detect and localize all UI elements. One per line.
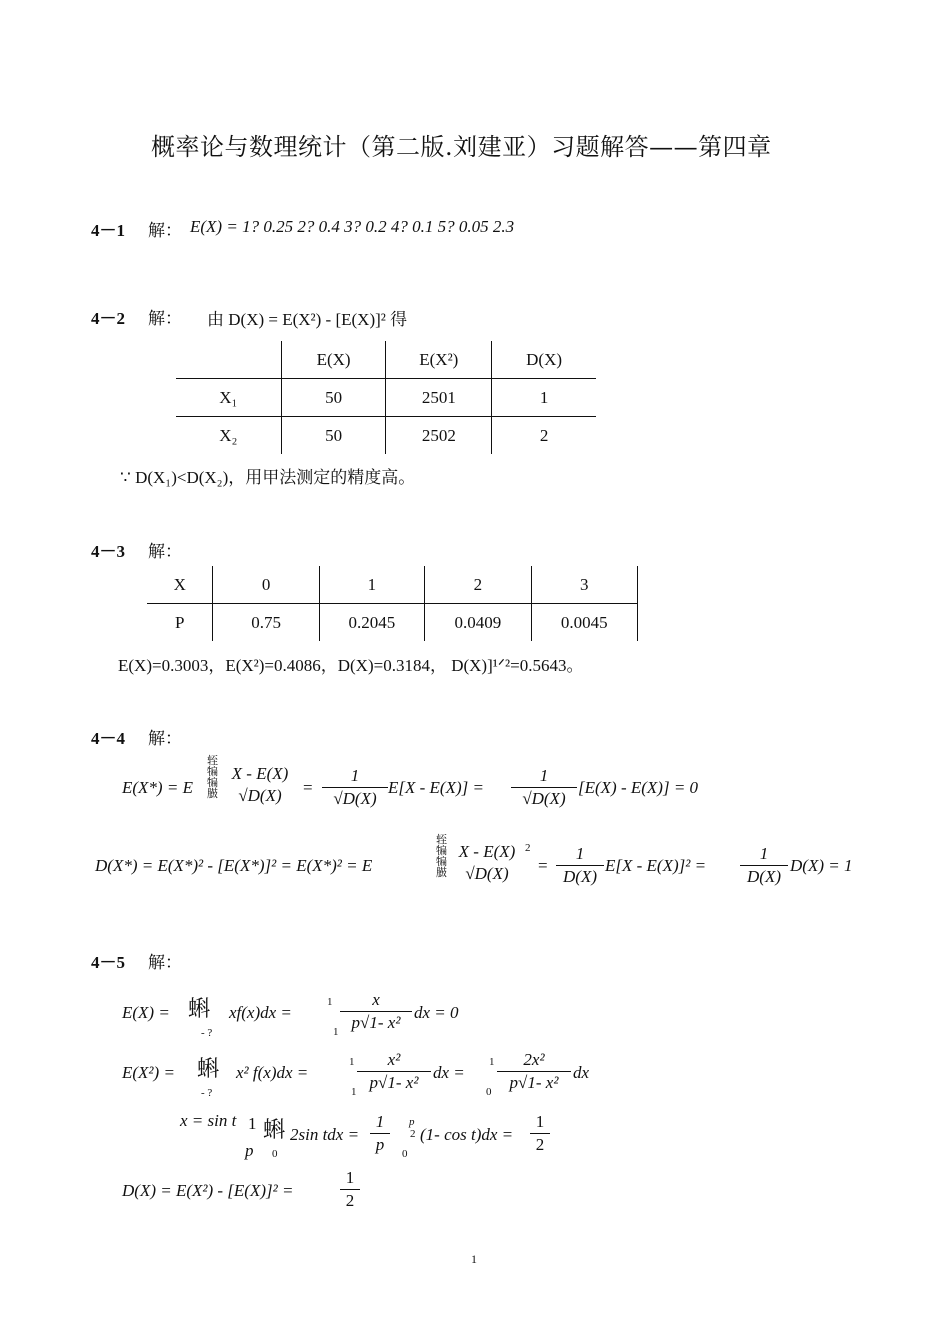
fraction-denominator: √D(X) — [522, 789, 566, 808]
problem-4-2-expression: 由 D(X) = E(X²) - [E(X)]² 得 — [207, 310, 408, 329]
table-cell: 50 — [281, 379, 386, 417]
table-cell: 0 — [213, 566, 319, 604]
problem-4-4-label: 解： — [148, 729, 182, 749]
fraction-denominator: √D(X) — [465, 864, 509, 883]
table-header-row — [176, 341, 596, 379]
substitution: x = sin t — [180, 1111, 237, 1130]
table-cell: 2501 — [386, 379, 492, 417]
fraction-numerator: 1 — [740, 844, 788, 866]
equals-sign: = — [303, 778, 313, 797]
integral-upper-bound-5: 2 — [410, 1128, 416, 1140]
page-number: 1 — [471, 1252, 477, 1266]
fraction-numerator: 1 — [530, 1112, 550, 1134]
table-cell: X — [147, 566, 213, 604]
variance-lhs: D(X*) = E(X*)² - [E(X*)]² = E(X*)² = E — [95, 856, 373, 875]
problem-4-3-label: 解： — [148, 542, 182, 562]
expectation-middle: E[X - E(X)] = — [388, 778, 484, 797]
fraction-numerator: 2x² — [497, 1050, 571, 1072]
distribution-table — [147, 566, 638, 641]
standardized-fraction — [224, 764, 296, 806]
problem-4-4-number: 4－4 — [91, 729, 125, 748]
fraction-numerator: x² — [357, 1050, 431, 1072]
integral-sign-icon: 蝌 — [188, 997, 211, 1022]
page-title: 概率论与数理统计（第二版.刘建亚）习题解答——第四章 — [151, 133, 772, 161]
problem-4-5-number: 4－5 — [91, 953, 125, 972]
table-cell: 0.2045 — [319, 604, 424, 642]
mean-lhs: E(X) = — [122, 1003, 170, 1022]
cosine-integrand: (1- cos t)dx = — [420, 1125, 514, 1144]
second-moment-fraction — [357, 1050, 431, 1093]
table-cell: 3 — [531, 566, 637, 604]
problem-4-1-expression: E(X) = 1? 0.25 2? 0.4 3? 0.2 4? 0.1 5? 0.05 2.3 — [190, 217, 515, 236]
table-cell: 0.0409 — [425, 604, 531, 642]
fraction-denominator: 2 — [345, 1191, 355, 1210]
inverse-variance-fraction — [556, 844, 604, 887]
fraction-numerator: x — [340, 990, 412, 1012]
table-row — [176, 379, 596, 417]
table-cell: 2502 — [386, 417, 492, 455]
variance-middle: E[X - E(X)]² = — [605, 856, 707, 875]
table-cell: 50 — [281, 417, 386, 455]
problem-4-2-label: 解： — [148, 309, 182, 329]
integral-upper-bound: 1 — [327, 996, 333, 1008]
fraction-numerator: 1 — [511, 766, 577, 788]
fraction-denominator: p√1- x² — [351, 1013, 401, 1032]
mean-integrand: xf(x)dx = — [229, 1003, 292, 1022]
second-moment-middle: dx = — [433, 1063, 465, 1082]
one-over-p-fraction — [370, 1112, 390, 1155]
expectation-end: [E(X) - E(X)] = 0 — [578, 778, 699, 797]
bracket-glyph: 轾犏犏臌 — [207, 755, 218, 800]
half-fraction — [530, 1112, 550, 1155]
table-row — [147, 604, 638, 642]
substitution-p: p — [245, 1141, 254, 1160]
integral-upper-bound-3: 1 — [489, 1056, 495, 1068]
problem-4-2-number: 4－2 — [91, 309, 125, 328]
integral-lower-bound: - ? — [201, 1027, 213, 1039]
integral-upper-bound-2: 1 — [349, 1056, 355, 1068]
table-cell: 2 — [539, 425, 549, 445]
second-moment-integrand: x² f(x)dx = — [236, 1063, 309, 1082]
table-header-cell: E(X) — [281, 341, 386, 379]
fraction-numerator: 1 — [556, 844, 604, 866]
integral-lower-bound-3: - ? — [201, 1087, 213, 1099]
table-header-cell — [176, 341, 281, 379]
integral-lower-bound-6: 0 — [272, 1148, 278, 1160]
mean-fraction — [340, 990, 412, 1033]
table-cell: X₂ — [176, 417, 281, 455]
expectation-lhs: E(X*) = E — [122, 778, 193, 797]
table-cell: 1 — [492, 379, 596, 417]
fraction-denominator: p — [375, 1135, 385, 1154]
fraction-denominator: √D(X) — [238, 786, 282, 805]
integral-lower-bound-7: 0 — [402, 1148, 408, 1160]
second-moment-end: dx — [573, 1063, 590, 1082]
sine-integrand: 2sin tdx = — [290, 1125, 360, 1144]
fraction-numerator: X - E(X) — [231, 764, 289, 783]
fraction-denominator: p√1- x² — [509, 1073, 559, 1092]
table-cell: 1 — [319, 566, 424, 604]
integral-sign-icon-3: 蝌 — [263, 1118, 286, 1143]
inverse-sd-fraction — [322, 766, 388, 809]
table-cell: 2 — [425, 566, 531, 604]
bracket-glyph-2: 轾犏犏臌 — [436, 834, 447, 879]
fraction-denominator: 2 — [535, 1135, 545, 1154]
problem-4-1-label: 解： — [148, 221, 182, 241]
table-header-cell: E(X²) — [386, 341, 492, 379]
second-moment-lhs: E(X²) = — [122, 1063, 175, 1082]
table-row — [147, 566, 638, 604]
fraction-numerator: 1 — [322, 766, 388, 788]
table-row — [176, 417, 596, 455]
integral-lower-bound-2: 1 — [333, 1026, 339, 1038]
variance-comparison-table — [176, 341, 596, 454]
problem-4-3-result: E(X)=0.3003，E(X²)=0.4086，D(X)=0.3184， D(X)]¹ᐟ²=0.5643。 — [118, 656, 584, 675]
substitution-one: 1 — [248, 1114, 257, 1133]
inverse-sd-fraction-2 — [511, 766, 577, 809]
fraction-denominator: √D(X) — [333, 789, 377, 808]
inverse-variance-fraction-2 — [740, 844, 788, 887]
table-cell: 0.75 — [213, 604, 319, 642]
table-cell: 0.0045 — [531, 604, 637, 642]
mean-end: dx = 0 — [414, 1003, 459, 1022]
table-cell: P — [147, 604, 213, 642]
fraction-numerator: 1 — [370, 1112, 390, 1134]
problem-4-3-number: 4－3 — [91, 542, 125, 561]
problem-4-1-number: 4－1 — [91, 221, 125, 240]
second-moment-fraction-2 — [497, 1050, 571, 1093]
problem-4-5-label: 解： — [148, 953, 182, 973]
integral-lower-bound-5: 0 — [486, 1086, 492, 1098]
equals-sign-2: = — [538, 856, 548, 875]
integral-lower-bound-4: 1 — [351, 1086, 357, 1098]
integral-upper-bound-4: p — [409, 1116, 415, 1128]
integral-sign-icon-2: 蝌 — [197, 1057, 220, 1082]
fraction-denominator: D(X) — [563, 867, 597, 886]
fraction-numerator: 1 — [340, 1168, 360, 1190]
variance-result-lhs: D(X) = E(X²) - [E(X)]² = — [122, 1181, 294, 1200]
fraction-denominator: D(X) — [747, 867, 781, 886]
table-header-cell: D(X) — [492, 341, 596, 379]
fraction-numerator: X - E(X) — [458, 842, 516, 861]
half-fraction-2 — [340, 1168, 360, 1211]
variance-end: D(X) = 1 — [790, 856, 853, 875]
table-cell: X₁ — [176, 379, 281, 417]
standardized-fraction-2 — [451, 842, 523, 884]
square-exponent: 2 — [525, 842, 531, 854]
fraction-denominator: p√1- x² — [369, 1073, 419, 1092]
problem-4-2-conclusion: ∵ D(X₁)<D(X₂)，用甲法测定的精度高。 — [120, 468, 416, 487]
